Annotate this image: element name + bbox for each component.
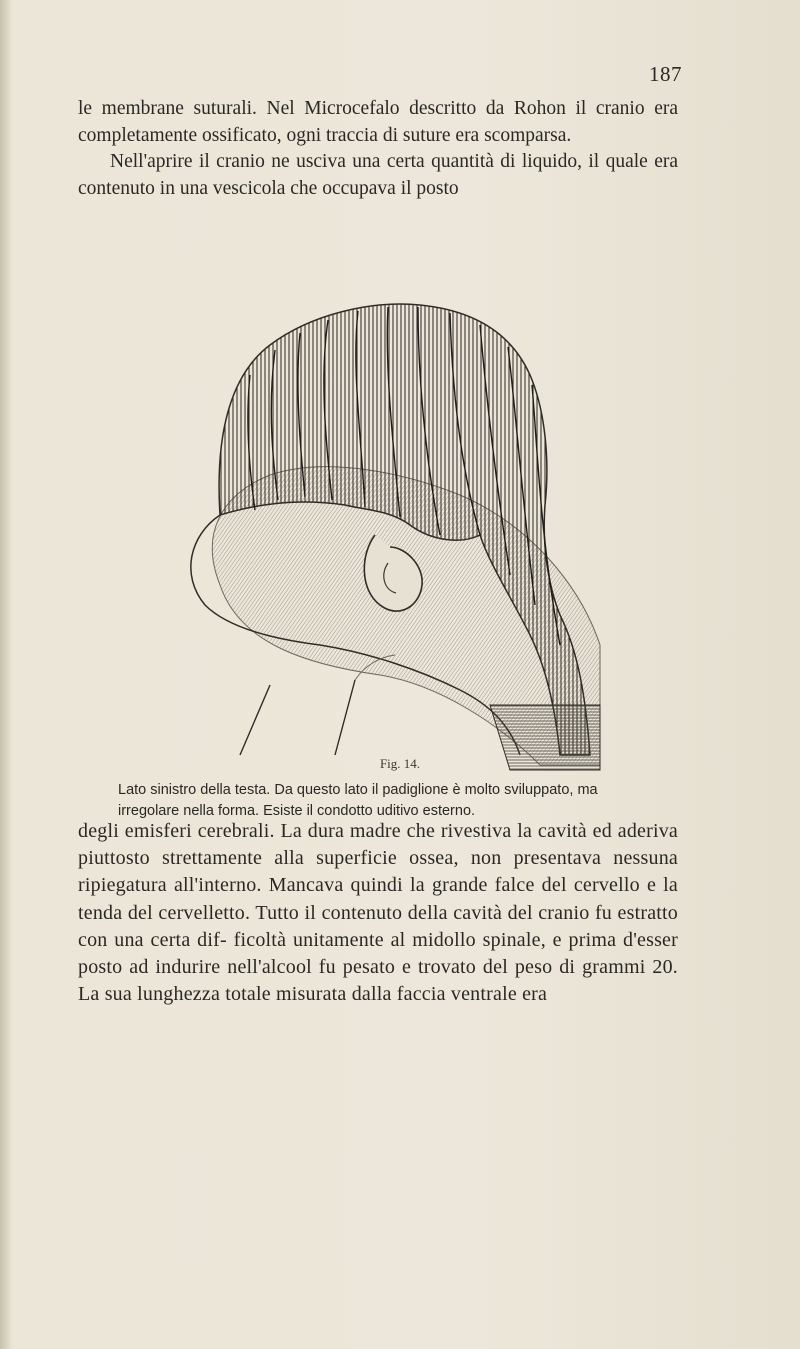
body-text-bottom xyxy=(78,818,678,1008)
page-number: 187 xyxy=(649,62,682,86)
figure-engraving-head-left-side xyxy=(160,285,660,775)
paragraph: Nell'aprire il cranio ne usciva una certa quantità di liquido, il quale era contenuto in una vescicola che occupava il posto xyxy=(78,151,678,199)
page-spine-shadow xyxy=(0,0,10,1349)
paragraph: le membrane suturali. Nel Microcefalo descritto da Rohon il cranio era completamente ossificato, ogni traccia di suture era scomparsa. xyxy=(78,98,678,146)
figure-caption: Lato sinistro della testa. Da questo lato il padiglione è molto sviluppato, ma irregolare nella forma. Esiste il condotto uditivo esterno. xyxy=(118,782,598,819)
head-illustration xyxy=(160,285,660,775)
body-text-top xyxy=(78,96,678,202)
figure-label: Fig. 14. xyxy=(379,756,421,771)
paragraph: degli emisferi cerebrali. La dura madre che rivestiva la cavità ed aderiva piuttosto strettamente alla superficie ossea, non presentava nessuna ripiegatura all'interno. Mancava quindi la grande falce del cervello e la tenda del cervelletto. Tutto il contenuto della cavità del cranio fu estratto con una certa dif- ficoltà unitamente al midollo spinale, e prima d'esser posto ad indurire nell'alcool fu pesato e trovato del peso di grammi 20. La sua lunghezza totale misurata dalla faccia ventrale era xyxy=(78,820,678,1006)
